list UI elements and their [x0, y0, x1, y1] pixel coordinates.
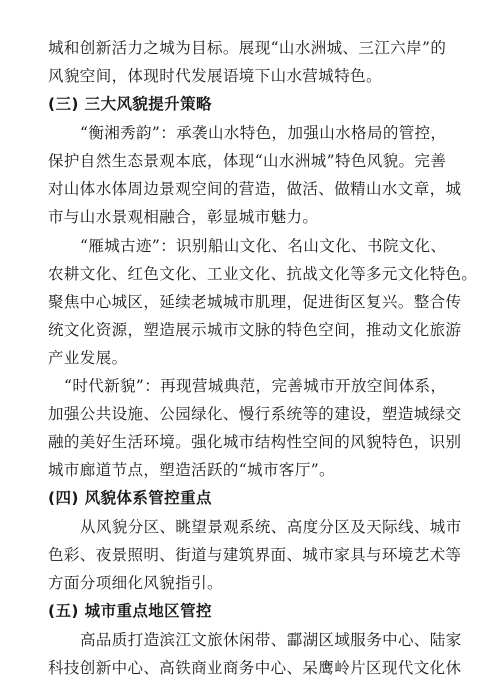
body-text-line: 保护自然生态景观本底，体现“山水洲城”特色风貌。完善	[48, 152, 447, 170]
body-text-line: 城市廊道节点，塑造活跃的“城市客厅”。	[48, 461, 335, 479]
paragraph-start-line: “雁城古迹”：识别船山文化、名山文化、书院文化、	[80, 237, 447, 255]
section-heading-4: (四) 风貌体系管控重点	[48, 489, 212, 507]
body-text-line: 对山体水体周边景观空间的营造，做活、做精山水文章，城	[48, 180, 462, 198]
body-text-line: 聚焦中心城区，延续老城城市肌理，促进街区复兴。整合传	[48, 293, 462, 311]
body-text-line: 城和创新活力之城为目标。展现“山水洲城、三江六岸”的	[48, 39, 447, 57]
section-heading-3: (三) 三大风貌提升策略	[48, 95, 212, 113]
section-heading-5: (五) 城市重点地区管控	[48, 602, 212, 620]
body-text-line: 方面分项细化风貌指引。	[48, 574, 223, 592]
body-text-line: 风貌空间，体现时代发展语境下山水营城特色。	[48, 67, 382, 85]
paragraph-start-line: 高品质打造滨江文旅休闲带、酃湖区域服务中心、陆家	[80, 631, 462, 649]
body-text-line: 科技创新中心、高铁商业商务中心、呆鹰岭片区现代文化休	[48, 659, 462, 677]
body-text-line: 产业发展。	[48, 349, 128, 367]
body-text-line: 农耕文化、红色文化、工业文化、抗战文化等多元文化特色。	[48, 265, 478, 283]
body-text-line: 加强公共设施、公园绿化、慢行系统等的建设，塑造城绿交	[48, 405, 462, 423]
paragraph-start-line: 从风貌分区、眺望景观系统、高度分区及天际线、城市	[80, 518, 462, 536]
paragraph-start-line: “衡湘秀韵”：承袭山水特色，加强山水格局的管控，	[80, 124, 447, 142]
body-text-line: 统文化资源，塑造展示城市文脉的特色空间，推动文化旅游	[48, 321, 462, 339]
paragraph-start-line: “时代新貌”：再现营城典范，完善城市开放空间体系，	[64, 377, 447, 395]
body-text-line: 市与山水景观相融合，彰显城市魅力。	[48, 208, 319, 226]
body-text-line: 融的美好生活环境。强化城市结构性空间的风貌特色，识别	[48, 433, 462, 451]
body-text-line: 色彩、夜景照明、街道与建筑界面、城市家具与环境艺术等	[48, 546, 462, 564]
